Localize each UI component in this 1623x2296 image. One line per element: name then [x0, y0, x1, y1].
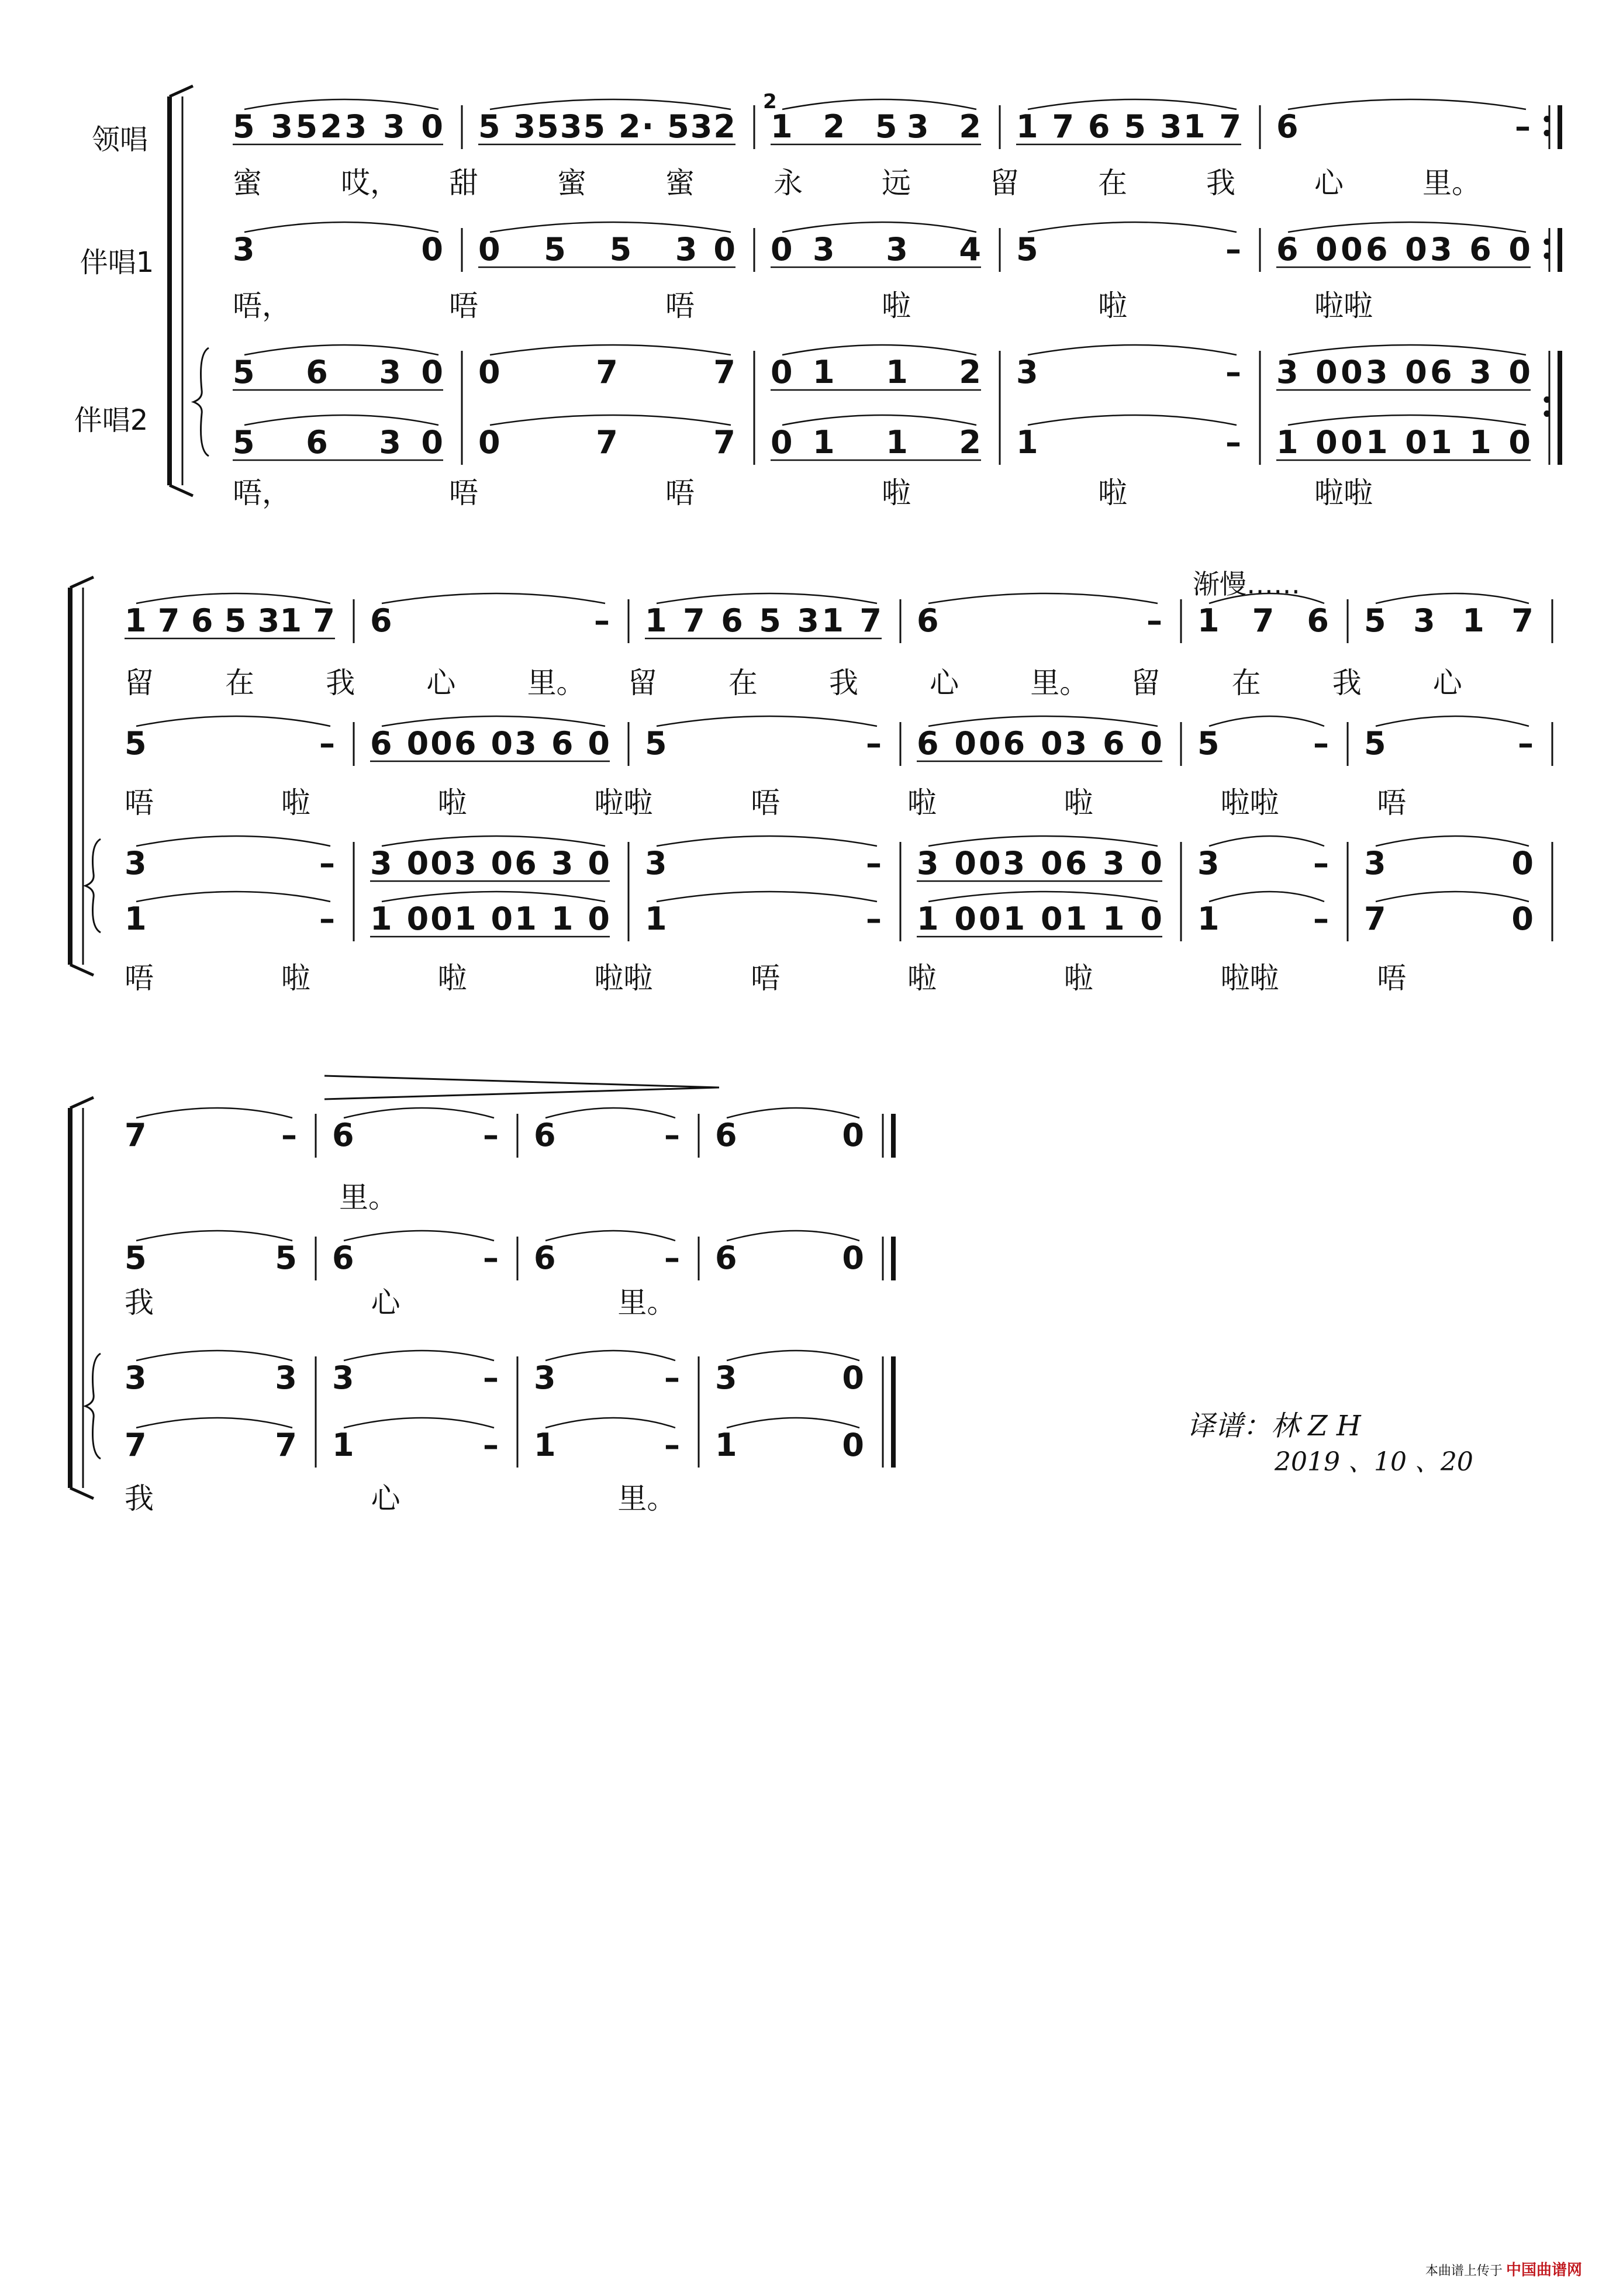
note-group-lead: 6 – — [332, 1117, 499, 1154]
note-group-acc1: 6 006 03 6 0 — [917, 725, 1162, 762]
lyric-acc1: 唔 — [665, 289, 695, 323]
part-label-lead: 领唱 — [91, 123, 149, 156]
note-group-lead: 1 7 6 5 31 7 — [1016, 108, 1241, 145]
system-bracket-top — [70, 1097, 94, 1108]
lyric-acc1: 啦 — [1098, 289, 1127, 323]
note-group-acc2_bottom: 7 7 — [125, 1427, 297, 1463]
note-group-acc2_bottom: 0 7 7 — [478, 424, 735, 461]
note-group-acc1: 6 006 03 6 0 — [1276, 231, 1531, 268]
note-group-acc2_bottom: 1 – — [534, 1427, 680, 1463]
lyric-lead: 心 — [1314, 166, 1344, 200]
system-bracket-top — [170, 86, 193, 96]
lyric-acc1: 啦 — [281, 786, 310, 820]
note-group-acc2_top: 3 – — [534, 1359, 680, 1396]
note-group-acc2_bottom: 1 – — [1016, 424, 1241, 461]
lyric-acc1: 唔， — [233, 289, 291, 323]
hairpin-top — [324, 1076, 719, 1087]
slur — [244, 415, 438, 425]
note-group-acc2_top: 3 003 06 3 0 — [1276, 354, 1531, 391]
note-group-acc2_top: 01 1 2 — [771, 354, 981, 391]
credit-translator: 译谱：林 Z H — [1187, 1410, 1361, 1442]
lyric-acc2: 啦啦 — [1220, 961, 1279, 995]
note-group-acc1: 5 – — [1364, 725, 1534, 762]
note-group-lead: 5 3523 3 0 — [233, 108, 443, 145]
volta-number: 2 — [763, 90, 777, 113]
lyric-lead: 我 — [1206, 166, 1235, 200]
lyric-acc2: 我 — [125, 1482, 154, 1515]
system-bracket-bottom — [70, 1488, 94, 1499]
note-group-acc1: 5 – — [645, 725, 882, 762]
lyric-acc2: 里。 — [617, 1482, 676, 1515]
note-group-acc2_top: 3 0 — [715, 1359, 864, 1396]
note-group-lead: 1 2 53 2 — [771, 108, 981, 145]
lyric-lead: 留 — [1131, 666, 1161, 700]
lyric-acc1: 里。 — [617, 1286, 676, 1320]
lyric-lead: 心 — [426, 666, 456, 700]
footer-prefix: 本曲谱上传于 — [1425, 2263, 1503, 2278]
repeat-dot — [1544, 239, 1550, 245]
note-group-acc2_top: 3 003 06 3 0 — [370, 845, 610, 882]
note-group-acc2_bottom: 1 0 — [715, 1427, 864, 1463]
footer-site: 中国曲谱网 — [1505, 2261, 1582, 2278]
lyric-lead: 蜜 — [233, 166, 262, 200]
note-group-acc2_top: 3 – — [1197, 845, 1329, 882]
lyric-acc1: 啦 — [437, 786, 467, 820]
note-group-acc2_bottom: 5 6 30 — [233, 424, 443, 461]
lyric-acc2: 啦 — [1063, 961, 1093, 995]
note-group-acc1: 5 – — [1197, 725, 1329, 762]
lyric-acc2: 唔 — [449, 476, 478, 510]
lyric-acc2: 啦 — [281, 961, 310, 995]
note-group-acc1: 6 – — [534, 1240, 680, 1276]
lyric-acc1: 啦啦 — [1314, 289, 1373, 323]
lyric-acc2: 啦啦 — [594, 961, 653, 995]
lyric-lead: 里。 — [339, 1180, 398, 1214]
part-label-acc2: 伴唱2 — [74, 404, 149, 437]
note-group-acc2_bottom: 1 – — [1197, 900, 1329, 937]
lyric-acc1: 唔 — [1377, 786, 1407, 820]
slur — [244, 345, 438, 355]
note-group-acc2_bottom: 1 001 01 1 0 — [917, 900, 1162, 937]
lyric-lead: 我 — [1332, 666, 1362, 700]
note-group-acc2_bottom: 7 0 — [1364, 900, 1534, 937]
note-group-acc2_bottom: 1 – — [125, 900, 335, 937]
note-group-acc1: 03 3 4 — [771, 231, 981, 268]
lyric-acc2: 啦 — [882, 476, 911, 510]
note-group-acc2_bottom: 01 1 2 — [771, 424, 981, 461]
lyric-acc1: 唔 — [449, 289, 478, 323]
repeat-dot — [1544, 130, 1550, 136]
note-group-acc2_top: 3 – — [1016, 354, 1241, 391]
lyric-acc1: 啦啦 — [1220, 786, 1279, 820]
note-group-acc2_bottom: 1 001 01 1 0 — [1276, 424, 1531, 461]
note-group-acc2_top: 3 003 06 3 0 — [917, 845, 1162, 882]
note-group-lead: 6 – — [370, 602, 610, 639]
part-label-acc1: 伴唱1 — [80, 246, 154, 279]
lyric-lead: 在 — [728, 666, 758, 700]
note-group-lead: 6 – — [1276, 108, 1531, 145]
lyric-acc1: 啦 — [907, 786, 937, 820]
note-group-lead: 5 3 1 7 — [1364, 602, 1534, 639]
lyric-lead: 我 — [326, 666, 355, 700]
credit-date: 2019 、10 、20 — [1275, 1447, 1473, 1477]
lyric-acc2: 心 — [371, 1482, 400, 1515]
note-group-acc2_bottom: 1 – — [332, 1427, 499, 1463]
note-group-acc1: 6 006 03 6 0 — [370, 725, 610, 762]
note-group-acc2_top: 3 – — [332, 1359, 499, 1396]
lyric-acc1: 啦 — [882, 289, 911, 323]
lyric-lead: 在 — [1231, 666, 1261, 700]
note-group-lead: 1 7 6 5 31 7 — [125, 602, 335, 639]
note-group-acc2_bottom: 1 – — [645, 900, 882, 937]
lyric-acc1: 啦啦 — [594, 786, 653, 820]
note-group-acc1: 6 0 — [715, 1240, 864, 1276]
slur — [782, 222, 976, 232]
note-group-acc2_top: 5 6 30 — [233, 354, 443, 391]
lyric-acc2: 唔， — [233, 476, 291, 510]
lyric-acc2: 啦 — [907, 961, 937, 995]
slur — [782, 345, 976, 355]
tempo-mark: 渐慢…… — [1193, 568, 1300, 600]
lyric-lead: 哎， — [341, 166, 399, 200]
footer-credit — [1425, 2258, 1582, 2280]
hairpin-bottom — [324, 1087, 719, 1099]
note-group-lead: 1 7 6 5 31 7 — [645, 602, 882, 639]
repeat-dot — [1544, 397, 1550, 403]
note-group-acc2_top: 3 – — [645, 845, 882, 882]
note-group-lead: 6 – — [534, 1117, 680, 1154]
repeat-dot — [1544, 253, 1550, 259]
lyric-lead: 心 — [1432, 666, 1462, 700]
system-bracket-bottom — [70, 965, 94, 975]
lyric-lead: 心 — [930, 666, 959, 700]
lyric-acc1: 心 — [371, 1286, 400, 1320]
note-group-acc2_top: 0 7 7 — [478, 354, 735, 391]
lyric-lead: 里。 — [527, 666, 586, 700]
system-bracket-top — [70, 577, 94, 588]
lyric-lead: 留 — [990, 166, 1019, 200]
lyric-lead: 在 — [1098, 166, 1127, 200]
lyric-lead: 留 — [627, 666, 657, 700]
note-group-acc2_top: 3 3 — [125, 1359, 297, 1396]
lyric-lead: 我 — [829, 666, 858, 700]
lyric-lead: 里。 — [1030, 666, 1089, 700]
note-group-acc1: 6 – — [332, 1240, 499, 1276]
note-group-acc1: 5 5 — [125, 1240, 297, 1276]
lyric-acc2: 唔 — [665, 476, 695, 510]
system-bracket-bottom — [170, 485, 193, 496]
note-group-acc1: 3 0 — [233, 231, 443, 268]
note-group-acc1: 5 – — [125, 725, 335, 762]
acc2-brace — [85, 1354, 101, 1459]
lyric-acc1: 唔 — [125, 786, 154, 820]
note-group-lead: 6 0 — [715, 1117, 864, 1154]
acc2-brace — [85, 839, 101, 933]
lyric-acc2: 啦 — [437, 961, 467, 995]
note-group-lead: 6 – — [917, 602, 1162, 639]
lyric-lead: 永 — [773, 166, 803, 200]
lyric-lead: 蜜 — [557, 166, 586, 200]
note-group-lead: 1 7 6 — [1197, 602, 1329, 639]
lyric-acc2: 啦啦 — [1314, 476, 1373, 510]
note-group-acc2_top: 3 0 — [1364, 845, 1534, 882]
lyric-lead: 留 — [125, 666, 154, 700]
note-group-acc1: 0 5 5 30 — [478, 231, 735, 268]
score-text — [74, 90, 1534, 1515]
lyric-lead: 甜 — [449, 166, 478, 200]
lyric-acc2: 唔 — [125, 961, 154, 995]
note-group-acc2_bottom: 1 001 01 1 0 — [370, 900, 610, 937]
note-group-acc1: 5 – — [1016, 231, 1241, 268]
lyric-acc1: 我 — [125, 1286, 154, 1320]
repeat-dot — [1544, 411, 1550, 417]
note-group-lead: 7 – — [125, 1117, 297, 1154]
lyric-lead: 远 — [882, 166, 911, 200]
lyric-acc1: 啦 — [1063, 786, 1093, 820]
repeat-dot — [1544, 116, 1550, 122]
lyric-lead: 蜜 — [665, 166, 695, 200]
lyric-acc2: 唔 — [751, 961, 781, 995]
lyric-lead: 里。 — [1422, 166, 1481, 200]
note-group-acc2_top: 3 – — [125, 845, 335, 882]
lyric-acc1: 唔 — [751, 786, 781, 820]
acc2-brace — [194, 348, 209, 456]
lyric-lead: 在 — [225, 666, 255, 700]
slur — [782, 415, 976, 425]
lyric-acc2: 啦 — [1098, 476, 1127, 510]
note-group-lead: 5 3535 2· 532 — [478, 108, 735, 145]
lyric-acc2: 唔 — [1377, 961, 1407, 995]
